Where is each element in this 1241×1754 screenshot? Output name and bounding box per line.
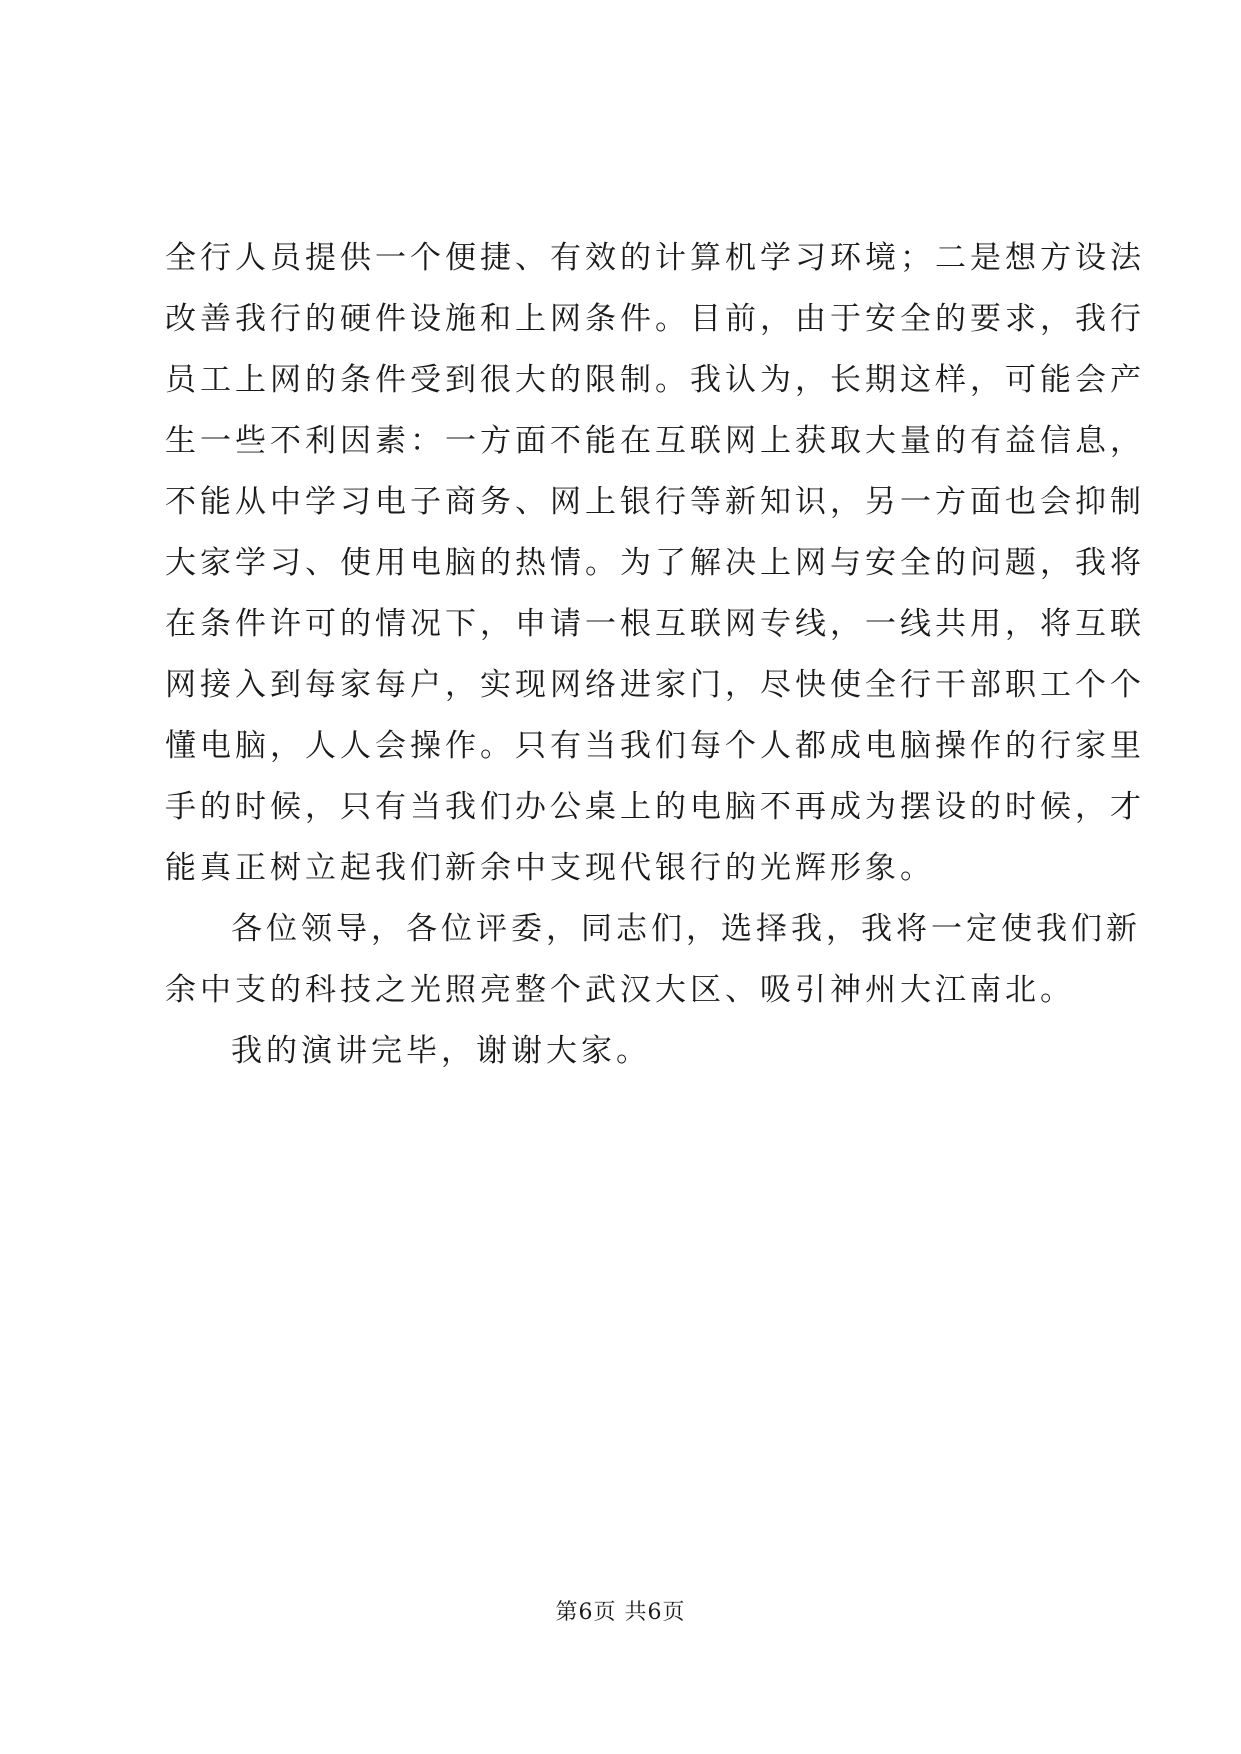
text-line: 员工上网的条件受到很大的限制。我认为，长期这样，可能会产 [165, 362, 1145, 398]
page-number-footer: 第6页 共6页 [555, 1600, 686, 1625]
body-text [165, 228, 1145, 1082]
text-line: 大家学习、使用电脑的热情。为了解决上网与安全的问题，我将 [165, 545, 1145, 581]
text-line: 全行人员提供一个便捷、有效的计算机学习环境；二是想方设法 [165, 240, 1145, 276]
text-line: 不能从中学习电子商务、网上银行等新知识，另一方面也会抑制 [165, 484, 1145, 520]
text-line: 懂电脑，人人会操作。只有当我们每个人都成电脑操作的行家里 [165, 728, 1145, 764]
text-line: 网接入到每家每户，实现网络进家门，尽快使全行干部职工个个 [165, 667, 1145, 703]
paragraph-first-line: 我的演讲完毕，谢谢大家。 [231, 1033, 651, 1069]
text-line: 在条件许可的情况下，申请一根互联网专线，一线共用，将互联 [165, 606, 1145, 642]
text-line: 手的时候，只有当我们办公桌上的电脑不再成为摆设的时候，才 [165, 789, 1145, 825]
text-line: 生一些不利因素：一方面不能在互联网上获取大量的有益信息， [165, 423, 1145, 459]
text-line: 余中支的科技之光照亮整个武汉大区、吸引神州大江南北。 [165, 972, 1075, 1008]
paragraph-first-line: 各位领导，各位评委，同志们，选择我，我将一定使我们新 [231, 911, 1141, 947]
text-line: 改善我行的硬件设施和上网条件。目前，由于安全的要求，我行 [165, 301, 1145, 337]
text-line: 能真正树立起我们新余中支现代银行的光辉形象。 [165, 850, 935, 886]
